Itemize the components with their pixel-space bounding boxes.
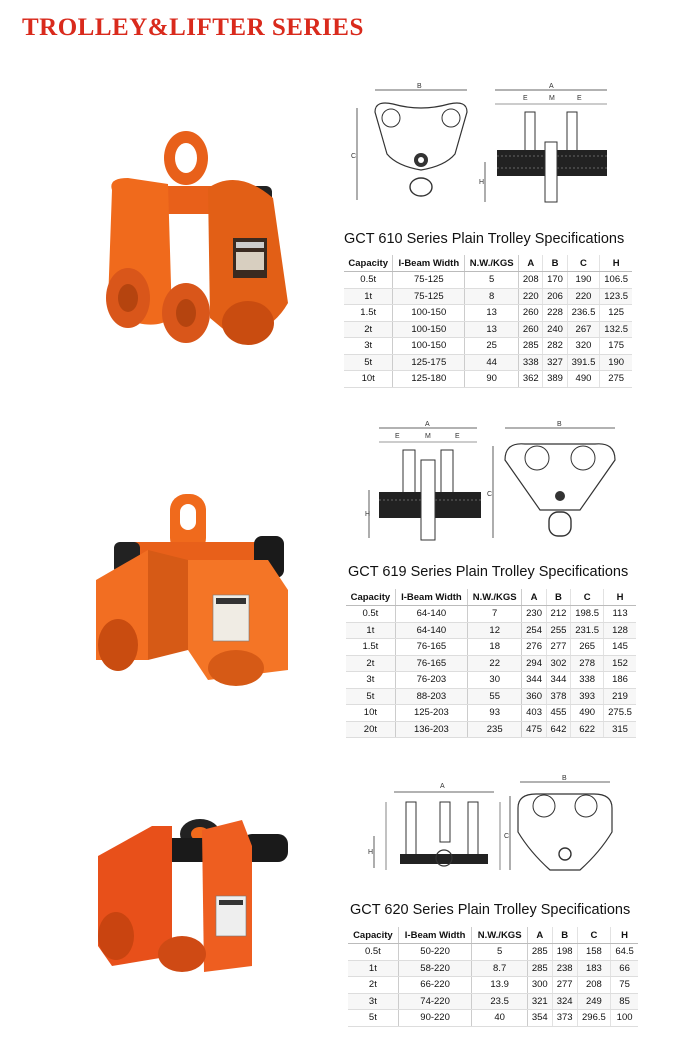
table-cell: 276 <box>522 639 546 656</box>
table-cell: 0.5t <box>344 272 393 289</box>
header-capacity: Capacity <box>344 255 393 272</box>
table-cell: 5t <box>348 1010 398 1027</box>
table-cell: 360 <box>522 688 546 705</box>
table-cell: 338 <box>571 672 604 689</box>
table-cell: 186 <box>604 672 636 689</box>
table-cell: 7 <box>468 606 522 623</box>
table-cell: 18 <box>468 639 522 656</box>
table-cell: 1.5t <box>346 639 395 656</box>
side-view-drawing <box>368 783 500 870</box>
dim-label: C <box>504 833 510 840</box>
table-cell: 10t <box>346 705 395 722</box>
header-capacity: Capacity <box>348 927 398 944</box>
dim-label: E <box>395 433 400 440</box>
table-cell: 354 <box>527 1010 552 1027</box>
table-cell: 132.5 <box>600 321 632 338</box>
table-cell: 58-220 <box>398 960 472 977</box>
table-cell: 275.5 <box>604 705 636 722</box>
table-cell: 128 <box>604 622 636 639</box>
table-cell: 475 <box>522 721 546 738</box>
table-cell: 327 <box>543 354 567 371</box>
dim-label: E <box>523 95 528 102</box>
table-cell: 315 <box>604 721 636 738</box>
header-ibeam-width: I-Beam Width <box>393 255 465 272</box>
diagram-gct620 <box>360 772 645 882</box>
table-cell: 1t <box>348 960 398 977</box>
table-cell: 13 <box>465 321 519 338</box>
table-cell: 220 <box>519 288 543 305</box>
table-cell: 3t <box>344 338 393 355</box>
table-cell: 622 <box>571 721 604 738</box>
table-cell: 8.7 <box>472 960 527 977</box>
table-cell: 75-125 <box>393 272 465 289</box>
table-cell: 285 <box>519 338 543 355</box>
header-ibeam-width: I-Beam Width <box>395 589 467 606</box>
table-cell: 0.5t <box>348 944 398 961</box>
table-cell: 344 <box>522 672 546 689</box>
table-cell: 236.5 <box>567 305 600 322</box>
table-cell: 1t <box>344 288 393 305</box>
header-c: C <box>577 927 611 944</box>
table-cell: 208 <box>577 977 611 994</box>
table-row <box>344 272 632 289</box>
table-cell: 74-220 <box>398 993 472 1010</box>
spec-title-gct620: GCT 620 Series Plain Trolley Specifications <box>350 902 631 918</box>
table-row <box>344 305 632 322</box>
table-cell: 300 <box>527 977 552 994</box>
table-cell: 391.5 <box>567 354 600 371</box>
table-cell: 123.5 <box>600 288 632 305</box>
table-cell: 190 <box>567 272 600 289</box>
table-cell: 125-175 <box>393 354 465 371</box>
header-h: H <box>611 927 638 944</box>
dim-label: C <box>351 153 357 160</box>
table-cell: 3t <box>348 993 398 1010</box>
table-cell: 64-140 <box>395 606 467 623</box>
dim-label: M <box>425 433 431 440</box>
table-cell: 249 <box>577 993 611 1010</box>
table-row <box>346 705 636 722</box>
table-cell: 260 <box>519 305 543 322</box>
table-cell: 277 <box>552 977 577 994</box>
header-b: B <box>546 589 570 606</box>
table-cell: 190 <box>600 354 632 371</box>
header-weight: N.W./KGS <box>465 255 519 272</box>
header-b: B <box>543 255 567 272</box>
table-row <box>346 672 636 689</box>
table-cell: 231.5 <box>571 622 604 639</box>
table-cell: 212 <box>546 606 570 623</box>
table-cell: 1t <box>346 622 395 639</box>
header-a: A <box>519 255 543 272</box>
table-row <box>344 354 632 371</box>
table-cell: 296.5 <box>577 1010 611 1027</box>
table-cell: 338 <box>519 354 543 371</box>
table-cell: 76-165 <box>395 655 467 672</box>
table-cell: 378 <box>546 688 570 705</box>
table-cell: 85 <box>611 993 638 1010</box>
front-view-drawing <box>487 421 615 538</box>
table-cell: 490 <box>571 705 604 722</box>
table-cell: 170 <box>543 272 567 289</box>
table-cell: 267 <box>567 321 600 338</box>
table-cell: 145 <box>604 639 636 656</box>
table-cell: 208 <box>519 272 543 289</box>
table-cell: 275 <box>600 371 632 388</box>
table-cell: 13.9 <box>472 977 527 994</box>
table-cell: 403 <box>522 705 546 722</box>
table-cell: 100-150 <box>393 305 465 322</box>
table-cell: 152 <box>604 655 636 672</box>
table-cell: 2t <box>348 977 398 994</box>
table-cell: 66-220 <box>398 977 472 994</box>
table-cell: 23.5 <box>472 993 527 1010</box>
table-row <box>344 288 632 305</box>
table-row <box>344 371 632 388</box>
diagram-gct610 <box>345 82 645 212</box>
side-view-drawing <box>479 83 607 202</box>
trolley-photo-gct610 <box>98 128 303 346</box>
table-cell: 75 <box>611 977 638 994</box>
spec-title-gct619: GCT 619 Series Plain Trolley Specifications <box>348 564 629 580</box>
table-cell: 238 <box>552 960 577 977</box>
table-cell: 302 <box>546 655 570 672</box>
dim-label: B <box>557 421 562 428</box>
table-cell: 219 <box>604 688 636 705</box>
table-cell: 10t <box>344 371 393 388</box>
table-cell: 100-150 <box>393 321 465 338</box>
table-row <box>344 321 632 338</box>
table-cell: 389 <box>543 371 567 388</box>
table-cell: 106.5 <box>600 272 632 289</box>
header-h: H <box>604 589 636 606</box>
table-cell: 5 <box>465 272 519 289</box>
table-row <box>348 944 638 961</box>
table-cell: 76-165 <box>395 639 467 656</box>
table-cell: 5t <box>344 354 393 371</box>
table-cell: 285 <box>527 944 552 961</box>
table-row <box>348 993 638 1010</box>
table-cell: 240 <box>543 321 567 338</box>
dim-label: H <box>479 179 485 186</box>
front-view-drawing <box>351 83 467 200</box>
header-b: B <box>552 927 577 944</box>
table-row <box>346 622 636 639</box>
table-cell: 136-203 <box>395 721 467 738</box>
table-cell: 198 <box>552 944 577 961</box>
table-cell: 260 <box>519 321 543 338</box>
table-cell: 175 <box>600 338 632 355</box>
table-cell: 228 <box>543 305 567 322</box>
table-cell: 5 <box>472 944 527 961</box>
header-ibeam-width: I-Beam Width <box>398 927 472 944</box>
dim-label: H <box>368 849 374 856</box>
dim-label: H <box>365 511 371 518</box>
table-cell: 230 <box>522 606 546 623</box>
table-cell: 344 <box>546 672 570 689</box>
table-row <box>348 977 638 994</box>
dim-label: B <box>417 83 422 90</box>
table-row <box>344 338 632 355</box>
table-cell: 20t <box>346 721 395 738</box>
table-cell: 3t <box>346 672 395 689</box>
table-row <box>346 688 636 705</box>
dim-label: B <box>562 775 567 782</box>
dim-label: A <box>425 421 430 428</box>
table-header-row <box>344 255 632 272</box>
table-cell: 50-220 <box>398 944 472 961</box>
table-cell: 255 <box>546 622 570 639</box>
trolley-photo-gct620 <box>92 816 297 976</box>
table-cell: 75-125 <box>393 288 465 305</box>
diagram-gct619 <box>365 420 645 550</box>
header-a: A <box>522 589 546 606</box>
table-cell: 44 <box>465 354 519 371</box>
table-cell: 206 <box>543 288 567 305</box>
table-cell: 2t <box>344 321 393 338</box>
table-cell: 125-203 <box>395 705 467 722</box>
table-cell: 183 <box>577 960 611 977</box>
table-cell: 282 <box>543 338 567 355</box>
table-cell: 12 <box>468 622 522 639</box>
table-cell: 22 <box>468 655 522 672</box>
table-cell: 8 <box>465 288 519 305</box>
table-cell: 362 <box>519 371 543 388</box>
table-cell: 1.5t <box>344 305 393 322</box>
table-cell: 277 <box>546 639 570 656</box>
table-cell: 198.5 <box>571 606 604 623</box>
table-cell: 158 <box>577 944 611 961</box>
table-cell: 0.5t <box>346 606 395 623</box>
header-weight: N.W./KGS <box>472 927 527 944</box>
dim-label: A <box>549 83 554 90</box>
table-cell: 100 <box>611 1010 638 1027</box>
trolley-photo-gct619 <box>88 490 298 690</box>
table-cell: 125-180 <box>393 371 465 388</box>
table-cell: 5t <box>346 688 395 705</box>
header-a: A <box>527 927 552 944</box>
table-cell: 64-140 <box>395 622 467 639</box>
table-cell: 642 <box>546 721 570 738</box>
side-view-drawing <box>365 421 481 540</box>
table-cell: 324 <box>552 993 577 1010</box>
table-cell: 393 <box>571 688 604 705</box>
table-header-row <box>348 927 638 944</box>
spec-table-gct620 <box>348 927 638 1027</box>
spec-title-gct610: GCT 610 Series Plain Trolley Specifications <box>344 231 625 247</box>
table-cell: 285 <box>527 960 552 977</box>
header-h: H <box>600 255 632 272</box>
table-cell: 278 <box>571 655 604 672</box>
table-cell: 64.5 <box>611 944 638 961</box>
header-capacity: Capacity <box>346 589 395 606</box>
table-cell: 90-220 <box>398 1010 472 1027</box>
table-cell: 490 <box>567 371 600 388</box>
table-cell: 55 <box>468 688 522 705</box>
dim-label: M <box>549 95 555 102</box>
table-row <box>346 721 636 738</box>
table-cell: 66 <box>611 960 638 977</box>
table-cell: 294 <box>522 655 546 672</box>
table-row <box>346 606 636 623</box>
header-c: C <box>571 589 604 606</box>
spec-table-gct619 <box>346 589 636 738</box>
table-cell: 13 <box>465 305 519 322</box>
table-row <box>346 655 636 672</box>
dim-label: C <box>487 491 493 498</box>
page-title: TROLLEY&LIFTER SERIES <box>22 14 364 41</box>
table-cell: 30 <box>468 672 522 689</box>
table-header-row <box>346 589 636 606</box>
table-cell: 320 <box>567 338 600 355</box>
table-cell: 90 <box>465 371 519 388</box>
header-weight: N.W./KGS <box>468 589 522 606</box>
front-view-drawing <box>504 775 612 870</box>
table-cell: 455 <box>546 705 570 722</box>
table-cell: 373 <box>552 1010 577 1027</box>
table-cell: 125 <box>600 305 632 322</box>
table-cell: 93 <box>468 705 522 722</box>
spec-table-gct610 <box>344 255 632 388</box>
header-c: C <box>567 255 600 272</box>
table-cell: 254 <box>522 622 546 639</box>
table-cell: 220 <box>567 288 600 305</box>
table-cell: 235 <box>468 721 522 738</box>
table-cell: 265 <box>571 639 604 656</box>
dim-label: E <box>455 433 460 440</box>
table-cell: 88-203 <box>395 688 467 705</box>
table-cell: 321 <box>527 993 552 1010</box>
table-cell: 2t <box>346 655 395 672</box>
table-cell: 76-203 <box>395 672 467 689</box>
table-row <box>346 639 636 656</box>
table-cell: 100-150 <box>393 338 465 355</box>
table-cell: 25 <box>465 338 519 355</box>
table-row <box>348 1010 638 1027</box>
table-cell: 113 <box>604 606 636 623</box>
table-row <box>348 960 638 977</box>
dim-label: A <box>440 783 445 790</box>
table-cell: 40 <box>472 1010 527 1027</box>
dim-label: E <box>577 95 582 102</box>
